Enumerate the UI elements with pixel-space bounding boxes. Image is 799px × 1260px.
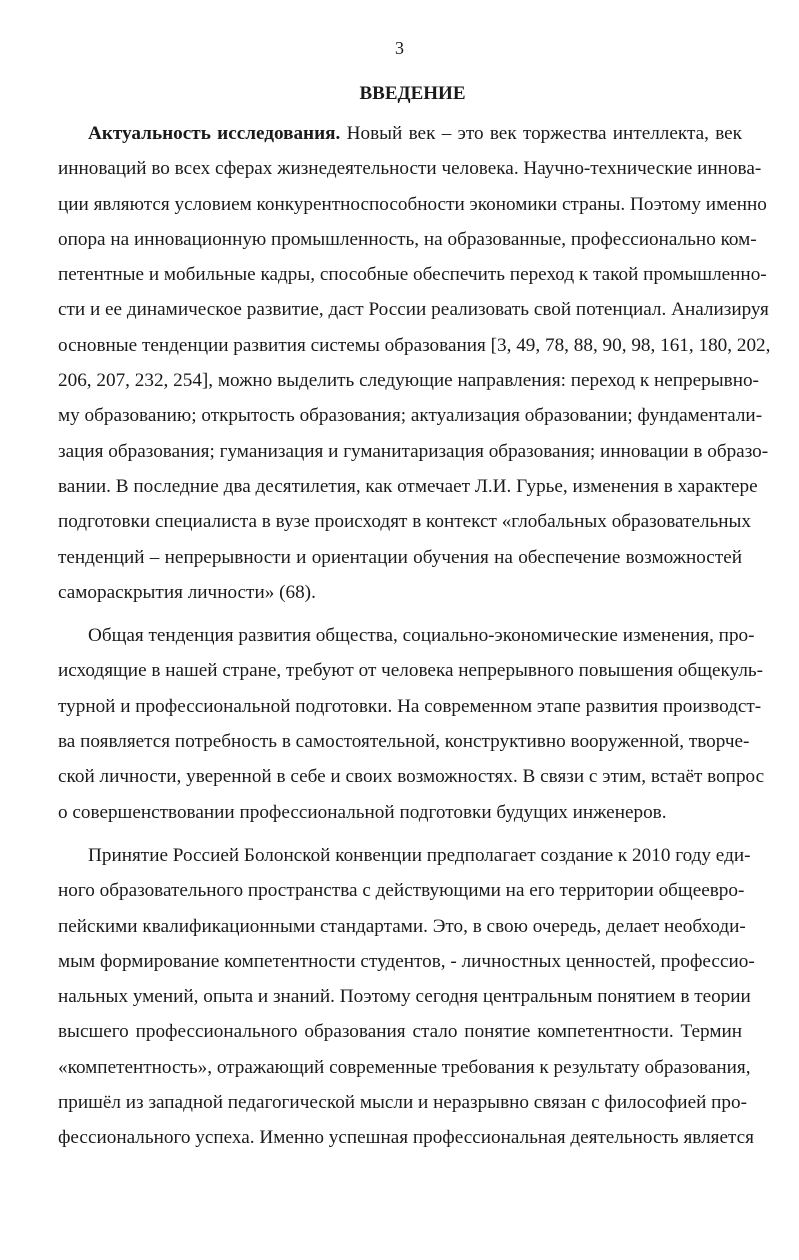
text-line: основные тенденции развития системы образования [3, 49, 78, 88, 90, 98, 161, 180, 202,	[58, 334, 771, 356]
text-line: «компетентность», отражающий современные требования к результату образования,	[58, 1056, 751, 1078]
paragraph-trend	[58, 618, 765, 830]
text-line: самораскрытия личности» (68).	[58, 581, 316, 603]
text-line: Актуальность исследования. Новый век – это век торжества интеллекта, век	[88, 123, 742, 144]
text-line: ва появляется потребность в самостоятельной, конструктивно вооруженной, творче-	[58, 731, 750, 753]
text-line: высшего профессионального образования стало понятие компетентности. Термин	[58, 1021, 742, 1043]
text-line: подготовки специалиста в вузе происходят в контекст «глобальных образовательных	[58, 511, 752, 533]
text-line: инноваций во всех сферах жизнедеятельности человека. Научно-технические иннова-	[58, 158, 762, 180]
text-line: о совершенствовании профессиональной подготовки будущих инженеров.	[58, 801, 667, 823]
page-number: 3	[395, 38, 404, 58]
text-line: Принятие Россией Болонской конвенции предполагает создание к 2010 году еди-	[88, 844, 751, 866]
text-line: пришёл из западной педагогической мысли и неразрывно связан с философией про-	[58, 1092, 747, 1114]
text-line: пейскими квалификационными стандартами. Это, в свою очередь, делает необходи-	[58, 915, 746, 937]
text-line: турной и профессиональной подготовки. На современном этапе развития производст-	[58, 695, 762, 717]
text-line: вании. В последние два десятилетия, как отмечает Л.И. Гурье, изменения в характере	[58, 475, 758, 497]
text-line: зация образования; гуманизация и гуманитаризация образования; инновации в образо-	[58, 440, 769, 462]
paragraph-lead: Актуальность исследования.	[88, 123, 341, 144]
text-line: 206, 207, 232, 254], можно выделить следующие направления: переход к непрерывно-	[58, 370, 759, 392]
document-body	[58, 116, 771, 1156]
text-line: сти и ее динамическое развитие, даст России реализовать свой потенциал. Анализируя	[58, 299, 769, 321]
text-line: Общая тенденция развития общества, социально-экономические изменения, про-	[88, 625, 755, 647]
text-line: нальных умений, опыта и знаний. Поэтому сегодня центральным понятием в теории	[58, 986, 751, 1008]
text-line: петентные и мобильные кадры, способные обеспечить переход к такой промышленно-	[58, 264, 767, 286]
paragraph-bologna	[58, 838, 755, 1156]
paragraph-relevance	[58, 116, 771, 610]
text-line: ного образовательного пространства с действующими на его территории общеевро-	[58, 880, 745, 902]
text-line: ской личности, уверенной в себе и своих возможностях. В связи с этим, встаёт вопрос	[58, 766, 765, 788]
text-line: мым формирование компетентности студентов, - личностных ценностей, профессио-	[58, 950, 755, 972]
text-line: му образованию; открытость образования; актуализация образовании; фундаментали-	[58, 405, 763, 427]
text-line: исходящие в нашей стране, требуют от человека непрерывного повышения общекуль-	[58, 660, 764, 682]
section-heading: ВВЕДЕНИЕ	[359, 83, 466, 104]
text-line: фессионального успеха. Именно успешная профессиональная деятельность является	[58, 1127, 754, 1149]
text-line: опора на инновационную промышленность, на образованные, профессионально ком-	[58, 228, 757, 250]
text-line: ции являются условием конкурентноспособности экономики страны. Поэтому именно	[58, 193, 767, 215]
text-line: тенденций – непрерывности и ориентации обучения на обеспечение возможностей	[58, 546, 742, 568]
